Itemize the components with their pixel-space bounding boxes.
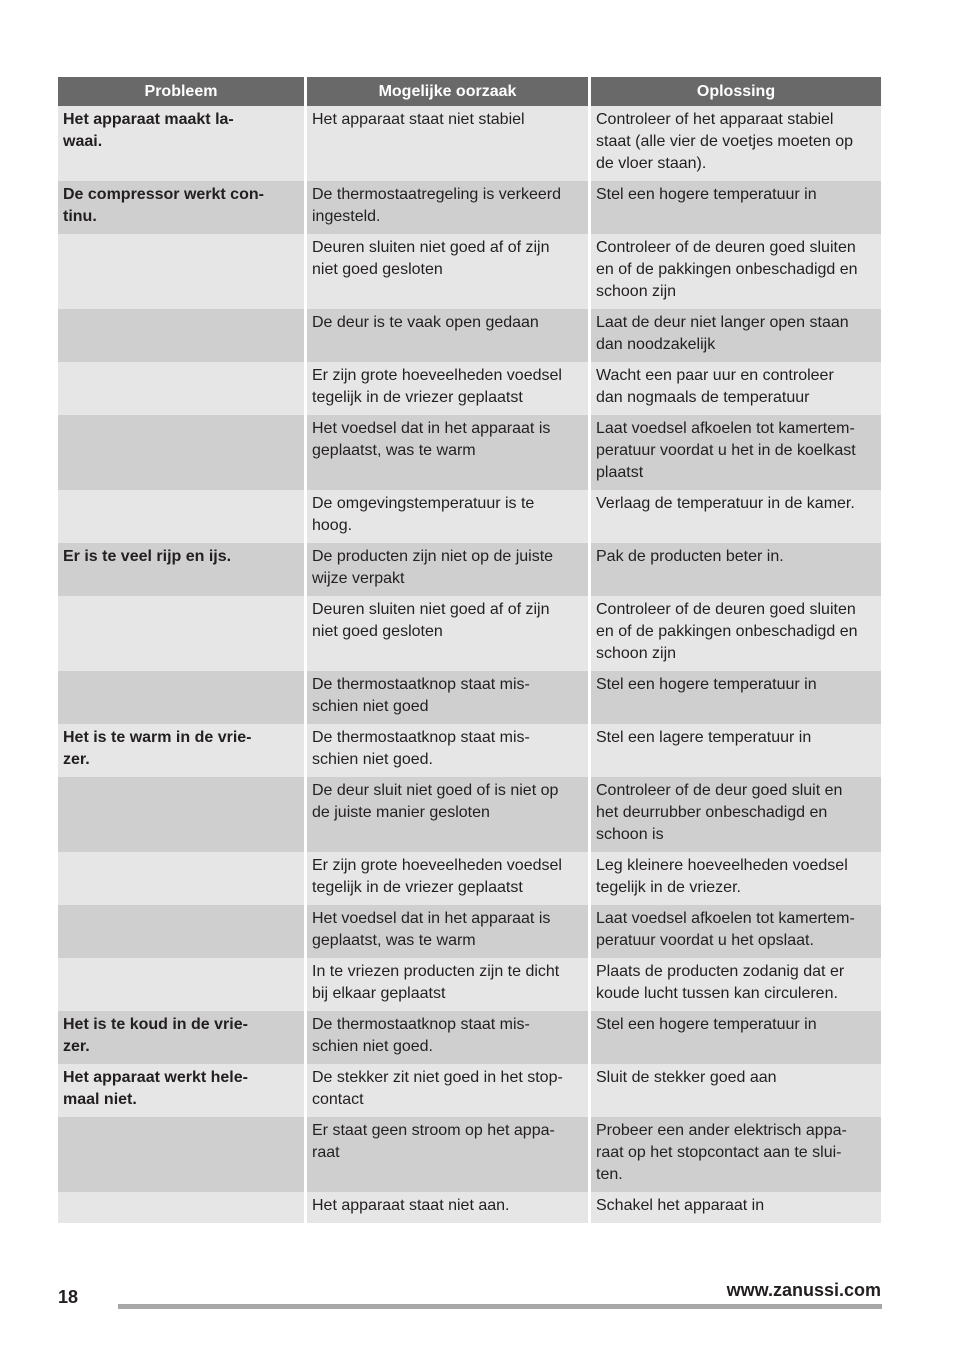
problem-cell	[58, 415, 304, 490]
table-row	[58, 1064, 881, 1117]
solution-cell: Stel een lagere temperatuur in	[588, 724, 881, 777]
table-row	[58, 905, 881, 958]
solution-cell: Leg kleinere hoeveelheden voedsel tegelijk in de vriezer.	[588, 852, 881, 905]
problem-cell	[58, 777, 304, 852]
solution-cell: Controleer of de deur goed sluit en het deurrubber onbeschadigd en schoon is	[588, 777, 881, 852]
solution-cell: Pak de producten beter in.	[588, 543, 881, 596]
table-row	[58, 415, 881, 490]
cause-cell: Het apparaat staat niet aan.	[304, 1192, 588, 1223]
problem-cell	[58, 958, 304, 1011]
solution-cell: Laat voedsel afkoelen tot kamertem- peratuur voordat u het opslaat.	[588, 905, 881, 958]
solution-cell: Stel een hogere temperatuur in	[588, 181, 881, 234]
table-row	[58, 181, 881, 234]
problem-cell: Er is te veel rijp en ijs.	[58, 543, 304, 596]
cause-cell: De stekker zit niet goed in het stop- contact	[304, 1064, 588, 1117]
troubleshooting-table	[58, 77, 881, 1223]
table-row	[58, 596, 881, 671]
cause-cell: De omgevingstemperatuur is te hoog.	[304, 490, 588, 543]
solution-cell: Controleer of de deuren goed sluiten en of de pakkingen onbeschadigd en schoon zijn	[588, 596, 881, 671]
cause-cell: Deuren sluiten niet goed af of zijn niet goed gesloten	[304, 234, 588, 309]
table-row	[58, 490, 881, 543]
cause-cell: De thermostaatregeling is verkeerd ingesteld.	[304, 181, 588, 234]
table-row	[58, 777, 881, 852]
cause-cell: Er staat geen stroom op het appa- raat	[304, 1117, 588, 1192]
table-row	[58, 1011, 881, 1064]
header-problem: Probleem	[58, 77, 304, 106]
cause-cell: De thermostaatknop staat mis- schien niet goed.	[304, 1011, 588, 1064]
problem-cell: Het is te warm in de vrie- zer.	[58, 724, 304, 777]
problem-cell	[58, 905, 304, 958]
cause-cell: De thermostaatknop staat mis- schien niet goed.	[304, 724, 588, 777]
solution-cell: Controleer of de deuren goed sluiten en of de pakkingen onbeschadigd en schoon zijn	[588, 234, 881, 309]
table-row	[58, 724, 881, 777]
table-row	[58, 1117, 881, 1192]
problem-cell	[58, 596, 304, 671]
table-row	[58, 958, 881, 1011]
cause-cell: De thermostaatknop staat mis- schien niet goed	[304, 671, 588, 724]
cause-cell: Het voedsel dat in het apparaat is geplaatst, was te warm	[304, 415, 588, 490]
solution-cell: Plaats de producten zodanig dat er koude lucht tussen kan circuleren.	[588, 958, 881, 1011]
cause-cell: Er zijn grote hoeveelheden voedsel tegelijk in de vriezer geplaatst	[304, 852, 588, 905]
solution-cell: Schakel het apparaat in	[588, 1192, 881, 1223]
table-row	[58, 852, 881, 905]
cause-cell: De producten zijn niet op de juiste wijze verpakt	[304, 543, 588, 596]
problem-cell: De compressor werkt con- tinu.	[58, 181, 304, 234]
solution-cell: Sluit de stekker goed aan	[588, 1064, 881, 1117]
cause-cell: In te vriezen producten zijn te dicht bij elkaar geplaatst	[304, 958, 588, 1011]
problem-cell	[58, 309, 304, 362]
header-solution: Oplossing	[588, 77, 881, 106]
solution-cell: Controleer of het apparaat stabiel staat (alle vier de voetjes moeten op de vloer staan).	[588, 106, 881, 181]
solution-cell: Laat voedsel afkoelen tot kamertem- peratuur voordat u het in de koelkast plaatst	[588, 415, 881, 490]
problem-cell	[58, 671, 304, 724]
table-row	[58, 671, 881, 724]
problem-cell	[58, 1192, 304, 1223]
table-row	[58, 106, 881, 181]
solution-cell: Stel een hogere temperatuur in	[588, 671, 881, 724]
table-header-row	[58, 77, 881, 106]
cause-cell: Het apparaat staat niet stabiel	[304, 106, 588, 181]
problem-cell: Het is te koud in de vrie- zer.	[58, 1011, 304, 1064]
solution-cell: Stel een hogere temperatuur in	[588, 1011, 881, 1064]
problem-cell	[58, 362, 304, 415]
cause-cell: Deuren sluiten niet goed af of zijn niet goed gesloten	[304, 596, 588, 671]
problem-cell	[58, 234, 304, 309]
problem-cell	[58, 852, 304, 905]
footer-rule	[118, 1304, 882, 1309]
solution-cell: Laat de deur niet langer open staan dan noodzakelijk	[588, 309, 881, 362]
solution-cell: Wacht een paar uur en controleer dan nogmaals de temperatuur	[588, 362, 881, 415]
table-row	[58, 309, 881, 362]
solution-cell: Probeer een ander elektrisch appa- raat op het stopcontact aan te slui- ten.	[588, 1117, 881, 1192]
cause-cell: De deur is te vaak open gedaan	[304, 309, 588, 362]
problem-cell	[58, 1117, 304, 1192]
website-url: www.zanussi.com	[726, 1280, 881, 1300]
solution-cell: Verlaag de temperatuur in de kamer.	[588, 490, 881, 543]
header-cause: Mogelijke oorzaak	[304, 77, 588, 106]
table-row	[58, 234, 881, 309]
cause-cell: Het voedsel dat in het apparaat is geplaatst, was te warm	[304, 905, 588, 958]
table-row	[58, 1192, 881, 1223]
table-body	[58, 106, 881, 1223]
table-row	[58, 543, 881, 596]
table-row	[58, 362, 881, 415]
problem-cell	[58, 490, 304, 543]
cause-cell: Er zijn grote hoeveelheden voedsel tegelijk in de vriezer geplaatst	[304, 362, 588, 415]
problem-cell: Het apparaat werkt hele- maal niet.	[58, 1064, 304, 1117]
page-number: 18	[58, 1287, 79, 1307]
cause-cell: De deur sluit niet goed of is niet op de juiste manier gesloten	[304, 777, 588, 852]
problem-cell: Het apparaat maakt la- waai.	[58, 106, 304, 181]
